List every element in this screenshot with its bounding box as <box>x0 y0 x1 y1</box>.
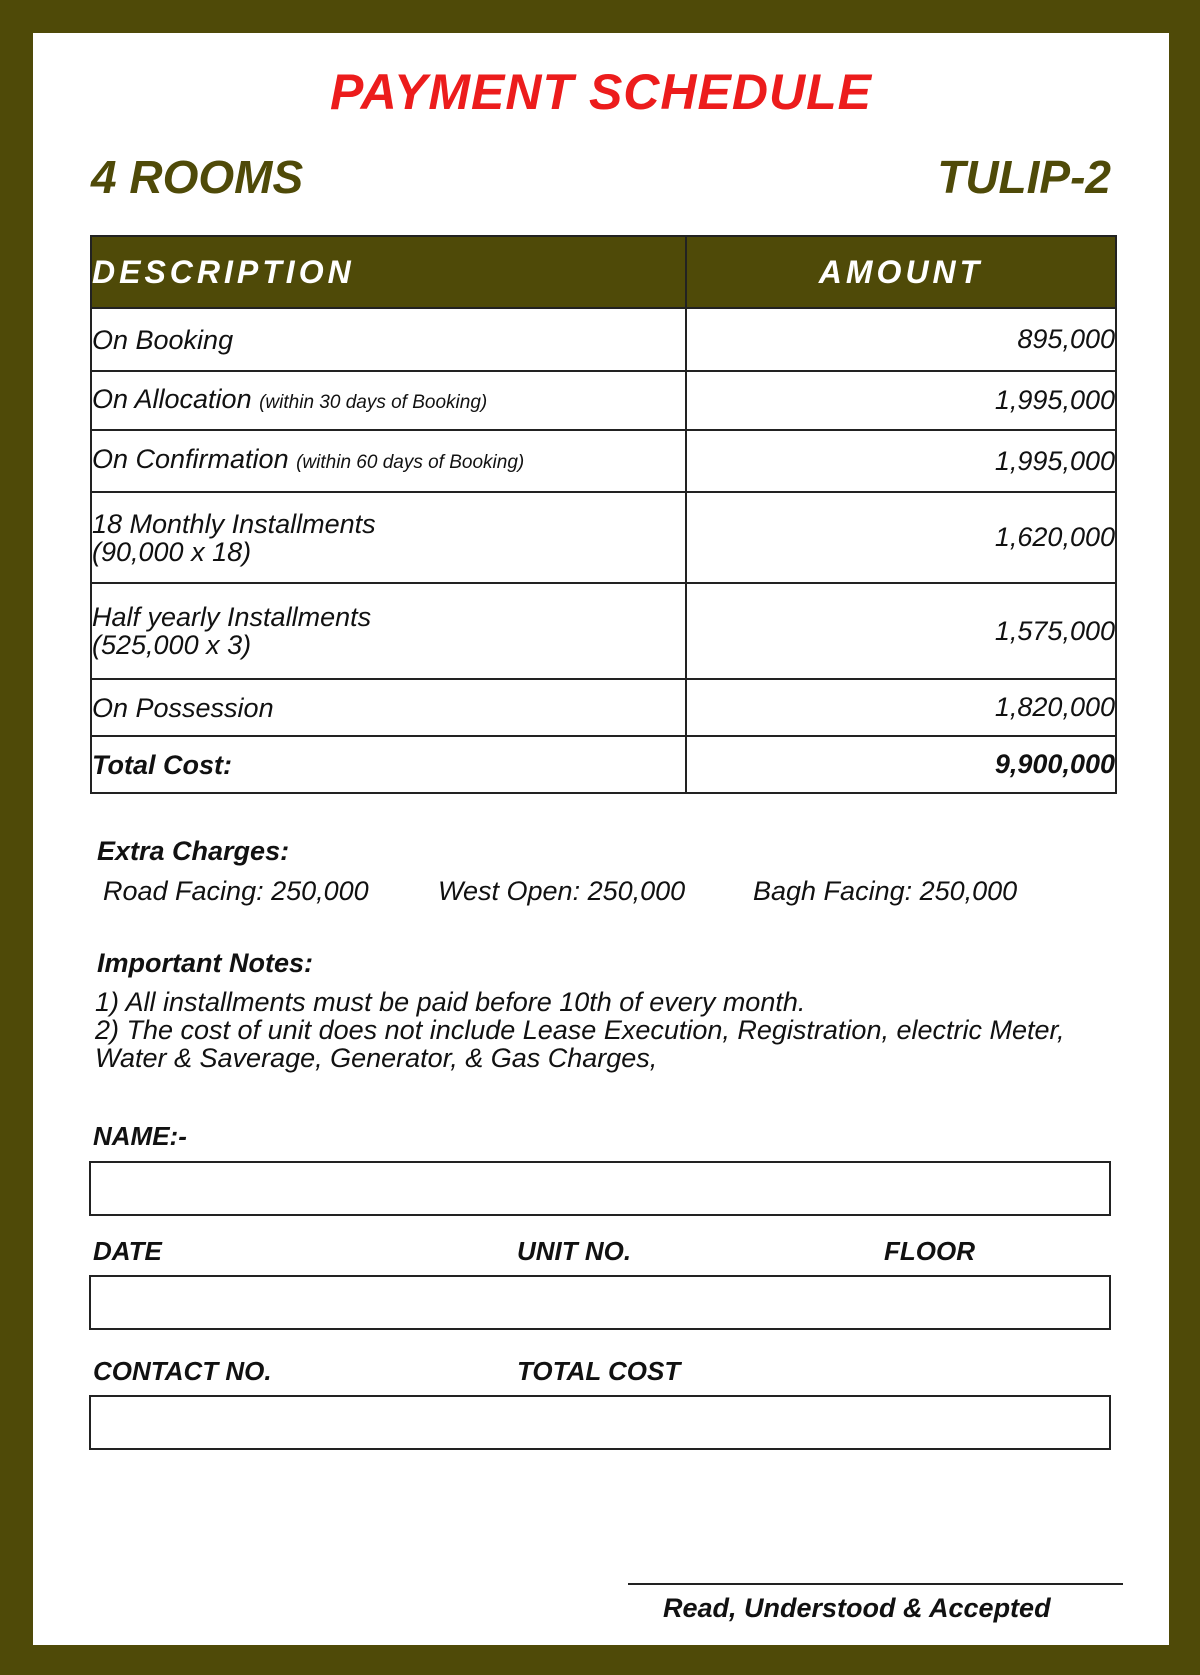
row-description: Half yearly Installments (525,000 x 3) <box>91 583 686 679</box>
project-heading: TULIP-2 <box>937 151 1111 203</box>
extra-charges-heading: Extra Charges: <box>97 836 290 866</box>
extra-charge-bagh-facing: Bagh Facing: 250,000 <box>753 876 1018 906</box>
note-item: 1) All installments must be paid before 10th of every month. <box>95 987 806 1017</box>
page-title: PAYMENT SCHEDULE <box>330 64 872 120</box>
row-amount: 1,620,000 <box>686 492 1116 583</box>
row-amount: 1,995,000 <box>686 430 1116 492</box>
name-label: NAME:- <box>93 1121 187 1151</box>
total-row <box>91 736 1116 793</box>
contact-no-label: CONTACT NO. <box>93 1356 272 1386</box>
signature-caption: Read, Understood & Accepted <box>663 1593 1051 1623</box>
column-header-amount: AMOUNT <box>686 236 1116 308</box>
total-cost-label: TOTAL COST <box>517 1356 681 1386</box>
table-header-row <box>91 236 1116 308</box>
row-amount: 895,000 <box>686 308 1116 371</box>
table-row <box>91 679 1116 736</box>
payment-schedule-sheet <box>33 33 1169 1645</box>
table-row <box>91 430 1116 492</box>
row-note: (within 30 days of Booking) <box>259 391 488 413</box>
row-amount: 1,575,000 <box>686 583 1116 679</box>
row-description: 18 Monthly Installments (90,000 x 18) <box>91 492 686 583</box>
extra-charge-road-facing: Road Facing: 250,000 <box>103 876 369 906</box>
row-description: On Allocation (within 30 days of Booking) <box>91 371 686 430</box>
important-notes-heading: Important Notes: <box>97 948 313 978</box>
row-amount: 1,820,000 <box>686 679 1116 736</box>
unit-type-heading: 4 ROOMS <box>91 151 304 203</box>
total-label: Total Cost: <box>91 736 686 793</box>
total-amount: 9,900,000 <box>686 736 1116 793</box>
table-row <box>91 371 1116 430</box>
row-description: On Booking <box>91 308 686 371</box>
row-note: (within 60 days of Booking) <box>296 452 525 473</box>
table-row <box>91 583 1116 679</box>
payment-schedule-table <box>90 235 1117 794</box>
extra-charge-west-open: West Open: 250,000 <box>438 876 686 906</box>
date-label: DATE <box>93 1236 162 1266</box>
unit-no-label: UNIT NO. <box>517 1236 632 1266</box>
signature-line <box>628 1583 1123 1585</box>
row-description: On Confirmation (within 60 days of Booking) <box>91 430 686 492</box>
table-row <box>91 308 1116 371</box>
contact-total-field[interactable] <box>89 1395 1111 1450</box>
row-amount: 1,995,000 <box>686 371 1116 430</box>
name-field[interactable] <box>89 1161 1111 1216</box>
column-header-description: DESCRIPTION <box>91 236 686 308</box>
floor-label: FLOOR <box>884 1236 975 1266</box>
row-description: On Possession <box>91 679 686 736</box>
important-notes-list <box>95 988 1105 1072</box>
table-row <box>91 492 1116 583</box>
date-unit-floor-field[interactable] <box>89 1275 1111 1330</box>
note-item: 2) The cost of unit does not include Lease Execution, Registration, electric Meter, Water & Saverage, Generator, & Gas Charges, <box>95 1015 1065 1073</box>
